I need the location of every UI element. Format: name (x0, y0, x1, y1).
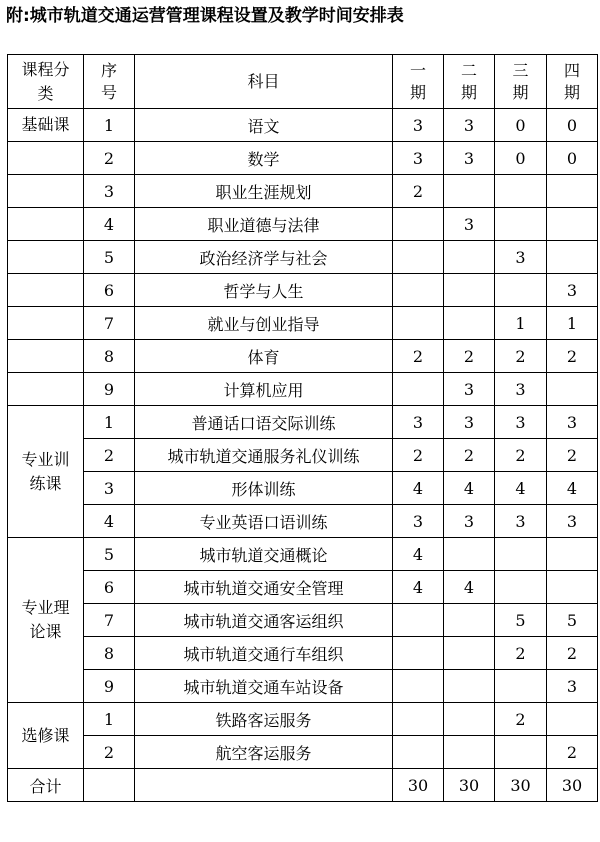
term-3-hours (495, 175, 547, 208)
term-3-hours (495, 571, 547, 604)
term-1-hours (393, 670, 444, 703)
seq-cell: 1 (84, 109, 135, 142)
seq-cell: 3 (84, 175, 135, 208)
term-3-hours: 1 (495, 307, 547, 340)
seq-cell: 2 (84, 439, 135, 472)
table-row (8, 373, 598, 406)
term-1-hours: 4 (393, 538, 444, 571)
term-3-hours: 5 (495, 604, 547, 637)
header-term-3: 三期 (495, 55, 547, 109)
seq-cell: 1 (84, 406, 135, 439)
table-row (8, 505, 598, 538)
term-4-hours: 0 (547, 142, 598, 175)
term-4-hours: 2 (547, 637, 598, 670)
table-row (8, 538, 598, 571)
term-4-hours: 2 (547, 736, 598, 769)
term-2-hours: 3 (444, 406, 495, 439)
term-1-hours (393, 604, 444, 637)
table-row (8, 571, 598, 604)
term-3-hours (495, 670, 547, 703)
subject-cell: 铁路客运服务 (135, 703, 393, 736)
term-4-hours (547, 175, 598, 208)
header-term-2: 二期 (444, 55, 495, 109)
total-term-1: 30 (393, 769, 444, 802)
seq-cell: 7 (84, 604, 135, 637)
table-row (8, 175, 598, 208)
total-label: 合计 (8, 769, 84, 802)
table-row (8, 703, 598, 736)
table-row (8, 670, 598, 703)
subject-cell: 城市轨道交通客运组织 (135, 604, 393, 637)
term-2-hours (444, 670, 495, 703)
seq-cell: 7 (84, 307, 135, 340)
seq-cell: 9 (84, 670, 135, 703)
header-row (8, 55, 598, 109)
term-1-hours (393, 637, 444, 670)
term-3-hours: 2 (495, 703, 547, 736)
category-cell-empty (8, 241, 84, 274)
table-row (8, 109, 598, 142)
total-term-2: 30 (444, 769, 495, 802)
subject-cell: 计算机应用 (135, 373, 393, 406)
term-4-hours: 3 (547, 670, 598, 703)
term-2-hours: 3 (444, 109, 495, 142)
term-3-hours (495, 274, 547, 307)
table-row (8, 736, 598, 769)
seq-cell: 4 (84, 505, 135, 538)
term-3-hours: 0 (495, 142, 547, 175)
term-4-hours: 3 (547, 505, 598, 538)
category-cell: 基础课 (8, 109, 84, 142)
term-2-hours: 3 (444, 142, 495, 175)
term-1-hours: 2 (393, 439, 444, 472)
term-4-hours (547, 538, 598, 571)
term-4-hours: 2 (547, 340, 598, 373)
term-3-hours: 2 (495, 439, 547, 472)
term-1-hours (393, 736, 444, 769)
header-seq: 序号 (84, 55, 135, 109)
category-cell-empty (8, 274, 84, 307)
table-row (8, 208, 598, 241)
term-3-hours (495, 736, 547, 769)
seq-cell: 9 (84, 373, 135, 406)
term-1-hours (393, 373, 444, 406)
subject-cell: 普通话口语交际训练 (135, 406, 393, 439)
term-4-hours: 2 (547, 439, 598, 472)
term-4-hours: 3 (547, 274, 598, 307)
term-2-hours: 3 (444, 505, 495, 538)
term-3-hours: 4 (495, 472, 547, 505)
term-1-hours (393, 241, 444, 274)
subject-cell: 城市轨道交通服务礼仪训练 (135, 439, 393, 472)
category-cell-empty (8, 340, 84, 373)
subject-cell: 城市轨道交通概论 (135, 538, 393, 571)
term-1-hours: 3 (393, 142, 444, 175)
term-1-hours: 3 (393, 109, 444, 142)
term-2-hours (444, 538, 495, 571)
term-2-hours: 4 (444, 571, 495, 604)
term-4-hours: 0 (547, 109, 598, 142)
term-2-hours (444, 604, 495, 637)
category-cell-empty (8, 142, 84, 175)
table-row (8, 604, 598, 637)
subject-cell: 政治经济学与社会 (135, 241, 393, 274)
seq-cell: 3 (84, 472, 135, 505)
term-1-hours (393, 307, 444, 340)
term-4-hours: 1 (547, 307, 598, 340)
term-4-hours (547, 373, 598, 406)
total-seq-empty (84, 769, 135, 802)
term-2-hours: 2 (444, 439, 495, 472)
subject-cell: 哲学与人生 (135, 274, 393, 307)
term-4-hours: 5 (547, 604, 598, 637)
term-4-hours: 4 (547, 472, 598, 505)
seq-cell: 2 (84, 142, 135, 175)
term-4-hours (547, 208, 598, 241)
table-row (8, 241, 598, 274)
subject-cell: 语文 (135, 109, 393, 142)
header-term-1: 一期 (393, 55, 444, 109)
seq-cell: 6 (84, 571, 135, 604)
table-row (8, 142, 598, 175)
category-cell-empty (8, 208, 84, 241)
term-2-hours (444, 736, 495, 769)
term-2-hours: 3 (444, 208, 495, 241)
term-2-hours: 2 (444, 340, 495, 373)
total-row (8, 769, 598, 802)
term-3-hours: 0 (495, 109, 547, 142)
term-4-hours (547, 571, 598, 604)
term-3-hours: 3 (495, 505, 547, 538)
subject-cell: 城市轨道交通安全管理 (135, 571, 393, 604)
term-1-hours: 4 (393, 472, 444, 505)
table-row (8, 340, 598, 373)
term-3-hours: 3 (495, 373, 547, 406)
seq-cell: 5 (84, 241, 135, 274)
seq-cell: 8 (84, 340, 135, 373)
subject-cell: 形体训练 (135, 472, 393, 505)
term-4-hours (547, 241, 598, 274)
subject-cell: 城市轨道交通车站设备 (135, 670, 393, 703)
table-row (8, 637, 598, 670)
term-2-hours: 4 (444, 472, 495, 505)
seq-cell: 5 (84, 538, 135, 571)
table-row (8, 439, 598, 472)
table-row (8, 307, 598, 340)
term-1-hours: 3 (393, 406, 444, 439)
total-term-4: 30 (547, 769, 598, 802)
table-row (8, 472, 598, 505)
term-4-hours: 3 (547, 406, 598, 439)
term-2-hours (444, 703, 495, 736)
subject-cell: 数学 (135, 142, 393, 175)
document-title: 附:城市轨道交通运营管理课程设置及教学时间安排表 (6, 6, 404, 26)
seq-cell: 6 (84, 274, 135, 307)
term-1-hours: 2 (393, 340, 444, 373)
header-subject: 科目 (135, 55, 393, 109)
term-3-hours: 3 (495, 241, 547, 274)
subject-cell: 体育 (135, 340, 393, 373)
seq-cell: 2 (84, 736, 135, 769)
header-term-4: 四期 (547, 55, 598, 109)
table-header (8, 55, 598, 109)
category-cell-empty (8, 373, 84, 406)
term-3-hours: 2 (495, 637, 547, 670)
table-body (8, 109, 598, 802)
header-category: 课程分类 (8, 55, 84, 109)
term-3-hours (495, 208, 547, 241)
term-1-hours (393, 703, 444, 736)
total-subject-empty (135, 769, 393, 802)
category-cell: 专业训练课 (8, 406, 84, 538)
category-cell: 选修课 (8, 703, 84, 769)
subject-cell: 专业英语口语训练 (135, 505, 393, 538)
subject-cell: 航空客运服务 (135, 736, 393, 769)
total-term-3: 30 (495, 769, 547, 802)
seq-cell: 4 (84, 208, 135, 241)
term-2-hours (444, 175, 495, 208)
term-1-hours (393, 274, 444, 307)
term-2-hours (444, 241, 495, 274)
table-row (8, 406, 598, 439)
term-3-hours: 3 (495, 406, 547, 439)
subject-cell: 城市轨道交通行车组织 (135, 637, 393, 670)
term-4-hours (547, 703, 598, 736)
table-row (8, 274, 598, 307)
term-1-hours: 3 (393, 505, 444, 538)
subject-cell: 就业与创业指导 (135, 307, 393, 340)
seq-cell: 8 (84, 637, 135, 670)
term-2-hours (444, 274, 495, 307)
term-3-hours: 2 (495, 340, 547, 373)
subject-cell: 职业生涯规划 (135, 175, 393, 208)
term-2-hours (444, 307, 495, 340)
term-3-hours (495, 538, 547, 571)
seq-cell: 1 (84, 703, 135, 736)
category-cell-empty (8, 307, 84, 340)
category-cell-empty (8, 175, 84, 208)
subject-cell: 职业道德与法律 (135, 208, 393, 241)
term-1-hours (393, 208, 444, 241)
course-schedule-table (7, 54, 598, 802)
term-1-hours: 2 (393, 175, 444, 208)
term-2-hours (444, 637, 495, 670)
category-cell: 专业理论课 (8, 538, 84, 703)
term-2-hours: 3 (444, 373, 495, 406)
term-1-hours: 4 (393, 571, 444, 604)
